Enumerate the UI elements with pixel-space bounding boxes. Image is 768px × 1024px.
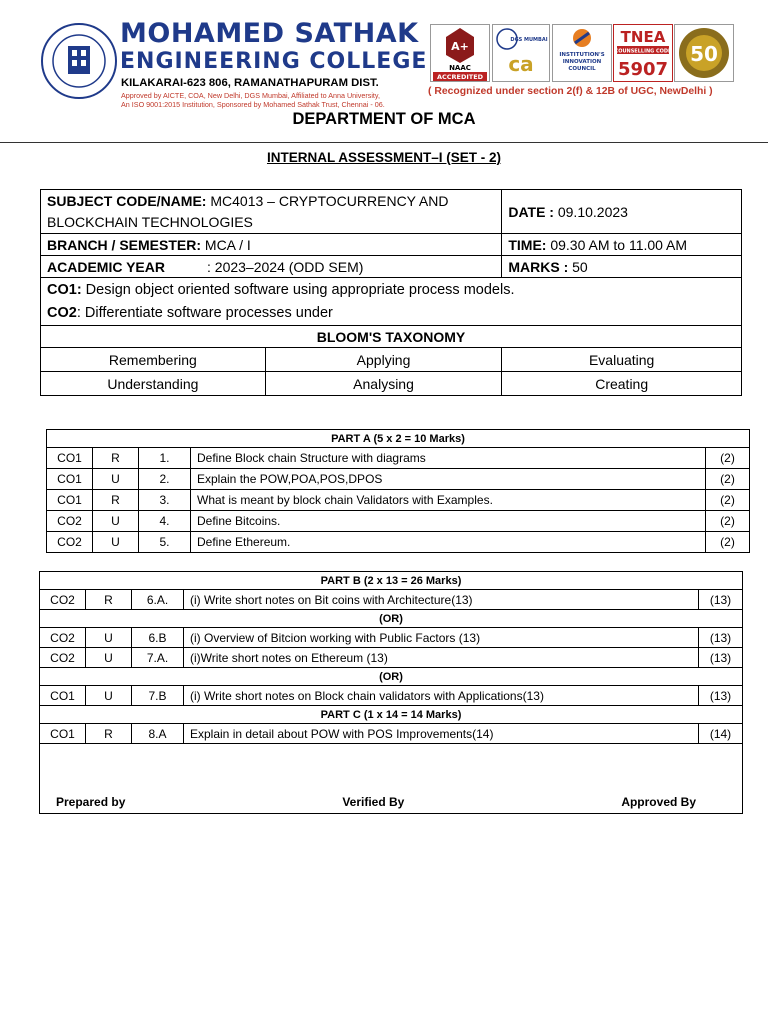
tnea-code: 5907 [617, 59, 669, 80]
course-outcomes-row [41, 278, 742, 326]
blooms-cell: Evaluating [502, 348, 742, 372]
question-row [40, 590, 743, 610]
year-cell [41, 256, 502, 278]
course-outcomes-cell [41, 278, 742, 326]
tnea-badge [613, 24, 673, 82]
dgs-label: DGS MUMBAI [510, 37, 548, 43]
level-cell: R [86, 724, 132, 744]
approval-line-1: Approved by AICTE, COA, New Delhi, DGS Mumbai, Affiliated to Anna University, [121, 91, 380, 100]
co2-line [47, 302, 735, 325]
co2-label: CO2 [47, 304, 77, 321]
level-cell: R [93, 490, 139, 511]
part-b-header-row [40, 572, 743, 590]
naac-accredited: ACCREDITED [436, 73, 484, 81]
signature-row [40, 744, 743, 814]
marks-cell: (2) [706, 511, 750, 532]
branch-cell [41, 234, 502, 256]
blooms-cell: Analysing [265, 372, 502, 396]
qno-cell: 8.A [132, 724, 184, 744]
level-cell: U [86, 628, 132, 648]
exam-info-table [40, 189, 742, 396]
prepared-by-label: Prepared by [56, 795, 126, 809]
department-title: DEPARTMENT OF MCA [292, 110, 476, 128]
marks-label: MARKS : [508, 258, 569, 275]
or-row [40, 668, 743, 686]
college-subtitle: ENGINEERING COLLEGE [120, 49, 428, 74]
co-cell: CO2 [40, 628, 86, 648]
date-cell [502, 190, 742, 234]
part-b-title: PART B (2 x 13 = 26 Marks) [40, 572, 743, 590]
approval-line-2: An ISO 9001:2015 Institution, Sponsored by Mohamed Sathak Trust, Chennai - 06. [121, 100, 385, 109]
question-row [47, 490, 750, 511]
co1-value: Design object oriented software using appropriate process models. [81, 281, 515, 298]
qno-cell: 7.B [132, 686, 184, 706]
year-value: : 2023–2024 (ODD SEM) [207, 258, 364, 275]
marks-cell: (13) [699, 590, 743, 610]
part-c-title: PART C (1 x 14 = 14 Marks) [40, 706, 743, 724]
blooms-title: BLOOM'S TAXONOMY [41, 326, 742, 348]
question-row [47, 448, 750, 469]
or-row [40, 610, 743, 628]
marks-cell: (2) [706, 532, 750, 553]
dgs-coa-badge [492, 24, 550, 82]
question-cell: Define Bitcoins. [191, 511, 706, 532]
blooms-title-row [41, 326, 742, 348]
marks-cell: (13) [699, 648, 743, 668]
question-row [47, 511, 750, 532]
level-cell: U [93, 469, 139, 490]
question-row [47, 469, 750, 490]
level-cell: U [93, 511, 139, 532]
college-address: KILAKARAI-623 806, RAMANATHAPURAM DIST. [121, 77, 379, 89]
co-cell: CO1 [47, 490, 93, 511]
co-cell: CO2 [40, 648, 86, 668]
subject-row [41, 190, 742, 234]
co1-line [47, 279, 735, 302]
assessment-title: INTERNAL ASSESSMENT–I (SET - 2) [266, 150, 502, 165]
subject-value: MC4013 – CRYPTOCURRENCY AND BLOCKCHAIN TECHNOLOGIES [47, 192, 449, 230]
date-label: DATE : [508, 203, 554, 220]
or-label: (OR) [40, 668, 743, 686]
level-cell: U [86, 686, 132, 706]
part-c-header-row [40, 706, 743, 724]
question-cell: Define Block chain Structure with diagrams [191, 448, 706, 469]
question-row [47, 532, 750, 553]
marks-cell: (2) [706, 448, 750, 469]
question-row [40, 724, 743, 744]
divider [0, 142, 768, 143]
qno-cell: 6.B [132, 628, 184, 648]
part-b-c-table [39, 571, 743, 814]
marks-value: 50 [568, 258, 588, 275]
signature-line [46, 795, 736, 809]
approval-text [121, 91, 431, 109]
question-row [40, 686, 743, 706]
tnea-label: TNEA [620, 28, 666, 46]
naac-label: NAAC [449, 64, 471, 72]
co-cell: CO2 [40, 590, 86, 610]
co-cell: CO1 [47, 448, 93, 469]
co2-value: : Differentiate software processes under [76, 304, 333, 321]
svg-text:ca: ca [508, 52, 534, 76]
blooms-cell: Applying [265, 348, 502, 372]
blooms-row [41, 348, 742, 372]
time-value: 09.30 AM to 11.00 AM [546, 236, 688, 253]
question-cell: (i) Write short notes on Block chain validators with Applications(13) [184, 686, 699, 706]
blooms-row [41, 372, 742, 396]
date-value: 09.10.2023 [553, 203, 628, 220]
co-cell: CO1 [40, 686, 86, 706]
time-label: TIME: [508, 236, 547, 253]
fifty-years-badge [674, 24, 734, 82]
question-cell: Explain in detail about POW with POS Improvements(14) [184, 724, 699, 744]
level-cell: R [86, 590, 132, 610]
subject-label: SUBJECT CODE/NAME: [47, 192, 207, 209]
iic-label: INSTITUTION'S INNOVATION COUNCIL [559, 52, 605, 72]
or-label: (OR) [40, 610, 743, 628]
qno-cell: 1. [139, 448, 191, 469]
qno-cell: 7.A. [132, 648, 184, 668]
approved-by-label: Approved By [621, 795, 696, 809]
college-name: MOHAMED SATHAK [120, 18, 419, 49]
naac-grade: A+ [451, 40, 469, 53]
co-cell: CO1 [47, 469, 93, 490]
fifty-label: 50 [690, 42, 718, 66]
question-cell: (i) Write short notes on Bit coins with Architecture(13) [184, 590, 699, 610]
level-cell: U [86, 648, 132, 668]
blooms-cell: Understanding [41, 372, 266, 396]
co-cell: CO1 [40, 724, 86, 744]
college-logo [40, 22, 118, 100]
qno-cell: 6.A. [132, 590, 184, 610]
iic-badge [552, 24, 612, 82]
qno-cell: 3. [139, 490, 191, 511]
verified-by-label: Verified By [342, 795, 405, 809]
marks-cell: (2) [706, 469, 750, 490]
qno-cell: 5. [139, 532, 191, 553]
subject-cell [41, 190, 502, 234]
marks-cell: (13) [699, 628, 743, 648]
question-cell: Explain the POW,POA,POS,DPOS [191, 469, 706, 490]
question-row [40, 648, 743, 668]
time-cell [502, 234, 742, 256]
marks-cell: (2) [706, 490, 750, 511]
branch-value: MCA / I [201, 236, 251, 253]
question-cell: (i) Overview of Bitcion working with Public Factors (13) [184, 628, 699, 648]
co-cell: CO2 [47, 532, 93, 553]
question-cell: What is meant by block chain Validators with Examples. [191, 490, 706, 511]
co-cell: CO2 [47, 511, 93, 532]
blooms-cell: Remembering [41, 348, 266, 372]
signature-cell [40, 744, 743, 814]
level-cell: U [93, 532, 139, 553]
question-row [40, 628, 743, 648]
marks-cell: (13) [699, 686, 743, 706]
qno-cell: 4. [139, 511, 191, 532]
part-a-table [46, 429, 750, 553]
marks-cell: (14) [699, 724, 743, 744]
level-cell: R [93, 448, 139, 469]
qno-cell: 2. [139, 469, 191, 490]
year-label: ACADEMIC YEAR [47, 258, 165, 275]
tnea-counselling: COUNSELLING CODE [614, 48, 672, 55]
part-a-title: PART A (5 x 2 = 10 Marks) [47, 430, 750, 448]
marks-cell [502, 256, 742, 278]
question-cell: (i)Write short notes on Ethereum (13) [184, 648, 699, 668]
branch-label: BRANCH / SEMESTER: [47, 236, 202, 253]
co1-label: CO1: [47, 281, 82, 298]
year-row [41, 256, 742, 278]
part-a-header-row [47, 430, 750, 448]
naac-badge [430, 24, 490, 82]
ugc-recognition: ( Recognized under section 2(f) & 12B of UGC, NewDelhi ) [428, 86, 713, 97]
branch-row [41, 234, 742, 256]
question-cell: Define Ethereum. [191, 532, 706, 553]
blooms-cell: Creating [502, 372, 742, 396]
